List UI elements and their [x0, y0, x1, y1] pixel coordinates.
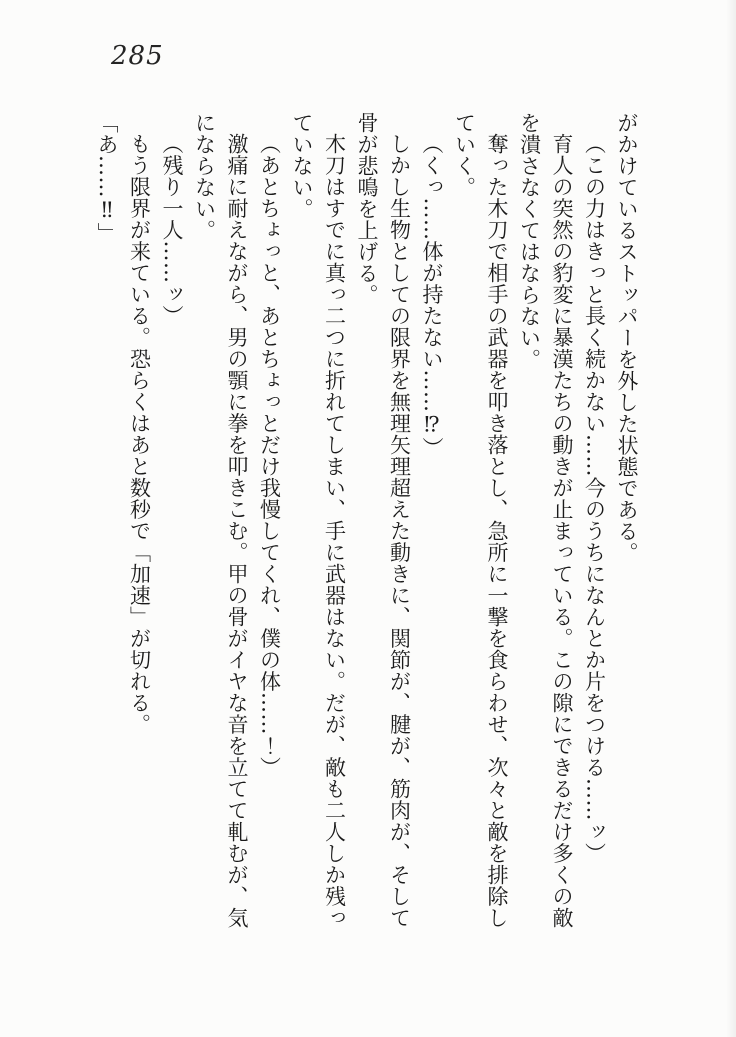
text-line: を潰さなくてはならない。: [517, 112, 542, 370]
text-line: 奪った木刀で相手の武器を叩き落とし、急所に一撃を食らわせ、次々と敵を排除し: [485, 133, 509, 929]
text-line: ていない。: [290, 112, 314, 220]
text-line: 骨が悲鳴を上げる。: [355, 112, 379, 306]
text-line: もう限界が来ている。恐らくはあと数秒で「加速」が切れる。: [127, 133, 152, 735]
text-line: （残り一人……ッ）: [160, 133, 184, 327]
text-line: 激痛に耐えながら、男の顎に拳を叩きこむ。甲の骨がイヤな音を立てて軋むが、気: [225, 133, 249, 929]
text-line: しかし生物としての限界を無理矢理超えた動きに、関節が、腱が、筋肉が、そして: [387, 133, 412, 929]
text-line: 育人の突然の豹変に暴漢たちの動きが止まっている。この隙にできるだけ多くの敵: [550, 133, 574, 929]
text-block: [91, 112, 644, 930]
text-line: （この力はきっと長く続かない……今のうちになんとか片をつける……ッ）: [582, 133, 607, 864]
page-number: 285: [111, 41, 164, 71]
text-line: 「あ……‼」: [95, 112, 119, 244]
text-line: （くっ……体が持たない……⁉）: [420, 133, 444, 459]
text-line: （あとちょっと、あとちょっとだけ我慢してくれ、僕の体……！）: [257, 133, 282, 778]
text-line: がかけているストッパーを外した状態である。: [615, 112, 639, 564]
text-line: にならない。: [192, 112, 217, 241]
text-line: 木刀はすでに真っ二つに折れてしまい、手に武器はない。だが、敵も二人しか残っ: [322, 133, 347, 929]
scan-edge-shade: [726, 0, 736, 1037]
text-line: ていく。: [452, 112, 477, 198]
